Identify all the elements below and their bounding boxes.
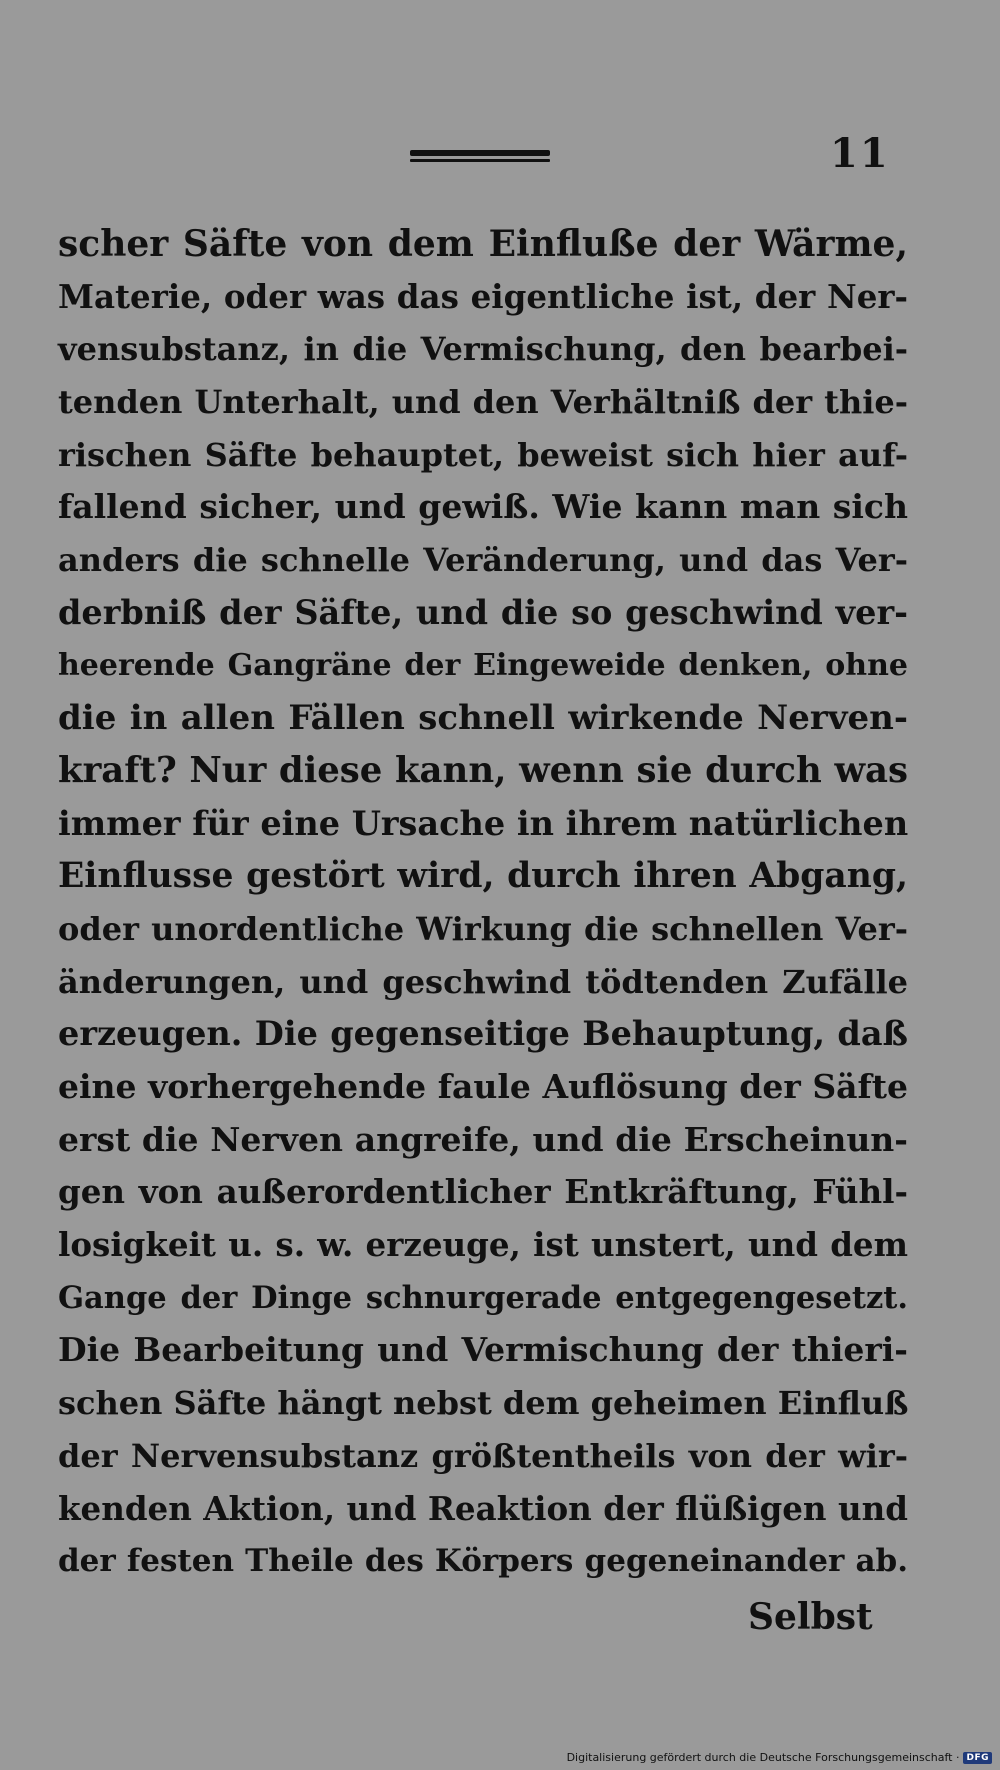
dfg-logo: DFG [963, 1752, 992, 1764]
text-line: der festen Theile des Körpers gegeneinander ab. [58, 1543, 908, 1580]
text-line: Gange der Dinge schnurgerade entgegengesetzt. [58, 1279, 908, 1316]
header-rule [410, 150, 550, 164]
text-line: fallend sicher, und gewiß. Wie kann man sich [58, 487, 908, 527]
text-line: heerende Gangräne der Eingeweide denken, ohne [58, 647, 908, 683]
text-line: anders die schnelle Veränderung, und das Ver- [58, 541, 908, 580]
body-text [58, 218, 908, 1588]
digitization-credit [567, 1751, 992, 1764]
text-line: rischen Säfte behauptet, beweist sich hier auf- [58, 435, 908, 474]
text-line: gen von außerordentlicher Entkräftung, Fühl- [58, 1172, 908, 1212]
text-line: die in allen Fällen schnell wirkende Nerven- [58, 698, 908, 739]
text-line: eine vorhergehende faule Auflösung der Säfte [58, 1067, 908, 1106]
text-line: schen Säfte hängt nebst dem geheimen Einfluß [58, 1384, 909, 1423]
text-line: scher Säfte von dem Einfluße der Wärme, [58, 223, 908, 265]
catchword: Selbst [748, 1596, 873, 1638]
page-number: 11 [830, 130, 890, 177]
text-line: Einflusse gestört wird, durch ihren Abgang, [58, 856, 908, 897]
header-rule-thick [410, 150, 550, 156]
text-line: der Nervensubstanz größtentheils von der wir- [58, 1436, 908, 1475]
text-line: erzeugen. Die gegenseitige Behauptung, daß [58, 1014, 908, 1054]
text-line: Die Bearbeitung und Vermischung der thieri- [58, 1330, 908, 1370]
text-line: kraft? Nur diese kann, wenn sie durch was [58, 749, 908, 791]
credit-text: Digitalisierung gefördert durch die Deutsche Forschungsgemeinschaft · [566, 1751, 960, 1764]
text-line: immer für eine Ursache in ihrem natürlichen [58, 803, 909, 843]
text-line: änderungen, und geschwind tödtenden Zufälle [58, 962, 908, 1001]
text-line: tenden Unterhalt, und den Verhältniß der thie- [58, 383, 908, 422]
text-line: erst die Nerven angreife, und die Erscheinun- [58, 1119, 908, 1159]
text-line: oder unordentliche Wirkung die schnellen Ver- [58, 909, 908, 948]
text-line: losigkeit u. s. w. erzeuge, ist unstert, und dem [58, 1225, 908, 1265]
text-line: kenden Aktion, und Reaktion der flüßigen und [58, 1488, 908, 1528]
text-line: vensubstanz, in die Vermischung, den bearbei- [58, 330, 908, 369]
text-line: derbniß der Säfte, und die so geschwind ver- [58, 592, 908, 632]
header-rule-thin [410, 159, 550, 162]
text-line: Materie, oder was das eigentliche ist, der Ner- [58, 276, 908, 316]
